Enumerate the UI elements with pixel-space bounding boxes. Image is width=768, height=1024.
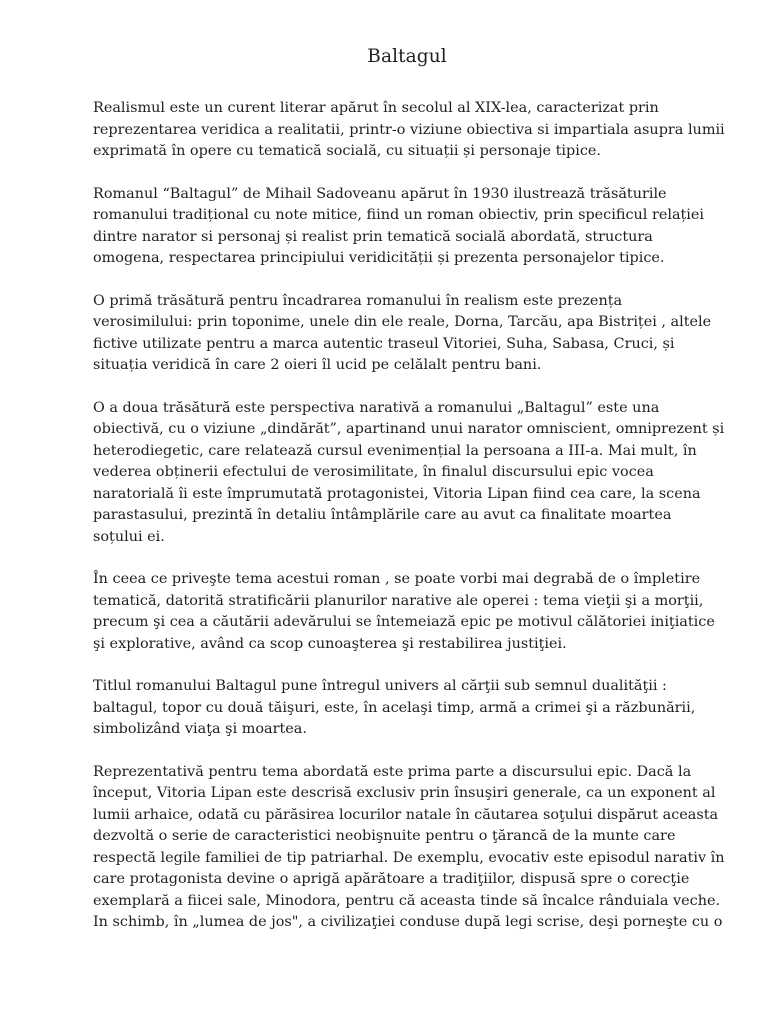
paragraph-title-meaning: Titlul romanului Baltagul pune întregul univers al cărţii sub semnul dualităţii : baltagul, topor cu două tăişuri, este, în acelaşi timp, armă a crimei şi a răzbunării, simbolizând viaţa şi moartea. <box>93 678 696 737</box>
document-title: Baltagul <box>367 46 447 67</box>
document-body <box>93 98 725 955</box>
paragraph-novel-introduction: Romanul “Baltagul” de Mihail Sadoveanu apărut în 1930 ilustrează trăsăturile romanului tradițional cu note mitice, fiind un roman obiectiv, prin specificul relației dintre narator si personaj și realist prin tematică socială abordată, structura omogena, respectarea principiului veridicității și prezenta personajelor tipice. <box>93 185 705 266</box>
paragraph-theme: În ceea ce priveşte tema acestui roman , se poate vorbi mai degrabă de o împletire tematică, datorită stratificării planurilor narative ale operei : tema vieţii şi a morţii, precum şi cea a căutării adevărului se întemeiază epic pe motivul călătoriei iniţiatice şi explorative, având ca scop cunoaşterea şi restabilirea justiţiei. <box>93 571 715 652</box>
paragraph-realism-definition: Realismul este un curent literar apărut în secolul al XIX-lea, caracterizat prin reprezentarea veridica a realitatii, printr-o viziune obiectiva si impartiala asupra lumii exprimată în opere cu tematică socială, cu situații și personaje tipice. <box>93 100 725 159</box>
paragraph-representative-episode: Reprezentativă pentru tema abordată este prima parte a discursului epic. Dacă la început, Vitoria Lipan este descrisă exclusiv prin însuşiri generale, ca un exponent al lumii arhaice, odată cu părăsirea locurilor natale în căutarea soţului dispărut aceasta dezvoltă o serie de caracteristici neobişnuite pentru o ţărancă de la munte care respectă legile familiei de tip patriarhal. De exemplu, evocativ este episodul narativ în care protagonista devine o aprigă apărătoare a tradiţiilor, dispusă spre o corecţie exemplară a fiicei sale, Minodora, pentru că aceasta tinde să încalce rânduiala veche. In schimb, în „lumea de jos", a civilizaţiei conduse după legi scrise, deşi porneşte cu o <box>93 763 725 930</box>
paragraph-second-trait: O a doua trăsătură este perspectiva narativă a romanului „Baltagul” este una obiectivă, cu o viziune „dindărăt”, apartinand unui narator omniscient, omniprezent și heterodiegetic, care relatează cursul evenimențial la persoana a III-a. Mai mult, în vederea obținerii efectului de verosimilitate, în finalul discursului epic vocea naratorială îi este împrumutată protagonistei, Vitoria Lipan fiind cea care, la scena parastasului, prezintă în detaliu întâmplările care au avut ca finalitate moartea soțului ei. <box>93 399 725 545</box>
paragraph-first-trait: O primă trăsătură pentru încadrarea romanului în realism este prezența verosimilului: prin toponime, unele din ele reale, Dorna, Tarcău, apa Bistriței , altele fictive utilizate pentru a marca autentic traseul Vitoriei, Suha, Sabasa, Cruci, și situația veridică în care 2 oieri îl ucid pe celălalt pentru bani. <box>93 292 712 373</box>
